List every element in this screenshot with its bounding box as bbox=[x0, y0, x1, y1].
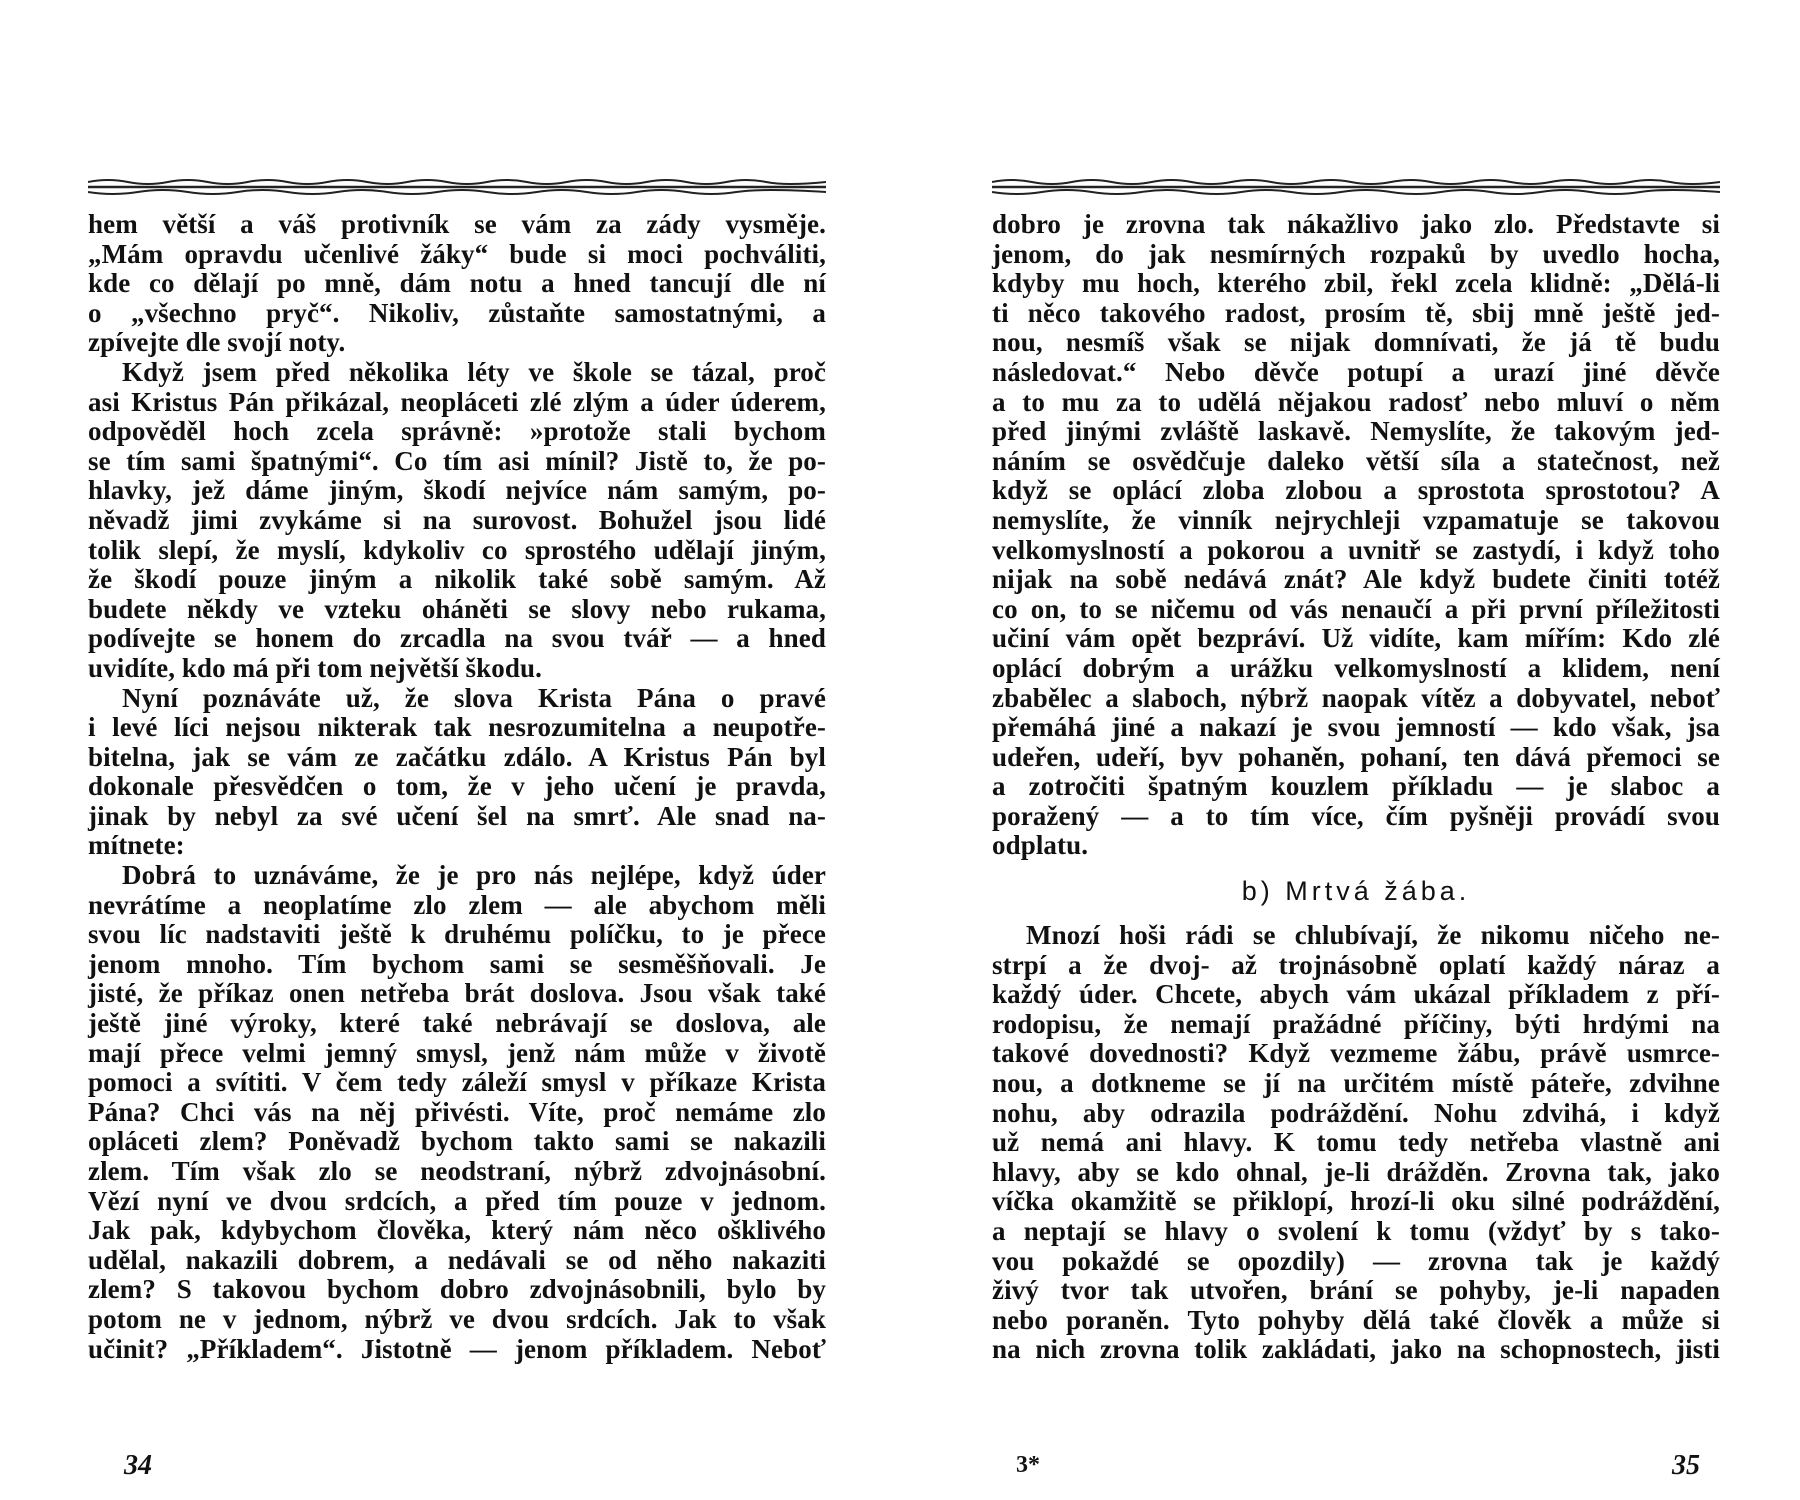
text-line: a neptají se hlavy o svolení k tomu (vždyť by s tako- bbox=[992, 1216, 1720, 1246]
text-line: o „všechno pryč“. Nikoliv, zůstaňte samostatnými, a bbox=[88, 297, 826, 328]
right-page-text bbox=[992, 210, 1720, 1365]
text-line: Mnozí hoši rádi se chlubívají, že nikomu ničeho ne- bbox=[1026, 920, 1720, 951]
text-line: bitelna, jak se vám ze začátku zdálo. A Kristus Pán byl bbox=[88, 741, 826, 772]
text-line: svou líc nadstaviti ještě k druhému políčku, to je přece bbox=[88, 919, 826, 950]
text-line: budete někdy ve vzteku oháněti se slovy nebo rukama, bbox=[88, 593, 826, 624]
text-line: jenom, do jak nesmírných rozpaků by uvedlo hocha, bbox=[992, 238, 1720, 269]
text-line: jinak by nebyl za své učení šel na smrť. Ale snad na- bbox=[88, 800, 826, 831]
text-line: udeřen, udeří, byv pohaněn, pohaní, ten dává přemoci se bbox=[992, 741, 1720, 772]
text-line: zlem. Tím však zlo se neodstraní, nýbrž zdvojnásobní. bbox=[88, 1156, 826, 1186]
text-line: pomoci a svítiti. V čem tedy záleží smysl v příkaze Krista bbox=[88, 1067, 826, 1098]
text-line: zpívejte dle svojí noty. bbox=[88, 327, 346, 358]
text-line: podívejte se honem do zrcadla na svou tvář — a hned bbox=[88, 623, 826, 654]
text-line: mají přece velmi jemný smysl, jenž nám může v životě bbox=[88, 1037, 826, 1068]
text-line: kdyby mu hoch, kterého zbil, řekl zcela klidně: „Dělá-li bbox=[992, 268, 1720, 299]
text-line: jisté, že příkaz onen netřeba brát doslova. Jsou však také bbox=[88, 978, 826, 1009]
text-line: Pána? Chci vás na něj přivésti. Víte, proč nemáme zlo bbox=[88, 1096, 826, 1127]
text-line: před jinými zvláště laskavě. Nemyslíte, že takovým jed- bbox=[992, 416, 1720, 447]
text-line: nevrátíme a neoplatíme zlo zlem — ale abychom měli bbox=[88, 889, 826, 920]
text-line: na nich zrovna tolik zakládati, jako na schopnostech, jisti bbox=[992, 1334, 1720, 1365]
text-line: když se oplácí zloba zlobou a sprostota sprostotou? A bbox=[992, 475, 1720, 506]
text-line: strpí a že dvoj- až trojnásobně oplatí každý náraz a bbox=[992, 949, 1720, 980]
page-number-left: 34 bbox=[124, 1450, 152, 1481]
text-line: uvidíte, kdo má při tom největší škodu. bbox=[88, 652, 542, 683]
text-line: „Mám opravdu učenlivé žáky“ bude si moci pochváliti, bbox=[88, 238, 826, 269]
text-line: ti něco takového radost, prosím tě, sbij mně ještě jed- bbox=[992, 297, 1720, 328]
text-line: mítnete: bbox=[88, 830, 185, 861]
text-line: už nemá ani hlavy. K tomu tedy netřeba vlastně ani bbox=[992, 1127, 1720, 1158]
page-number-right: 35 bbox=[1672, 1450, 1700, 1481]
text-line: nou, nesmíš však se nijak domnívati, že já tě budu bbox=[992, 327, 1720, 358]
text-line: učinit? „Příkladem“. Jistotně — jenom příkladem. Neboť bbox=[88, 1333, 826, 1364]
text-line: učiní vám opět bezpráví. Už vidíte, kam mířím: Kdo zlé bbox=[992, 623, 1720, 654]
text-line: velkomyslností a pokorou a uvnitř se zastydí, i když toho bbox=[992, 534, 1720, 565]
text-line: nijak na sobě nedává znát? Ale když budete činiti totéž bbox=[992, 564, 1720, 595]
text-line: něvadž jimi zvykáme si na surovost. Bohužel jsou lidé bbox=[88, 504, 826, 535]
signature-mark: 3* bbox=[1016, 1452, 1040, 1478]
text-line: zlem? S takovou bychom dobro zdvojnásobnili, bylo by bbox=[88, 1274, 826, 1305]
text-line: udělal, nakazili dobrem, a nedávali se od něho nakaziti bbox=[88, 1244, 826, 1275]
text-line: opláceti zlem? Poněvadž bychom takto sami se nakazili bbox=[88, 1126, 826, 1157]
text-line: každý úder. Chcete, abych vám ukázal příkladem z pří- bbox=[992, 979, 1720, 1010]
text-line: Vězí nyní ve dvou srdcích, a před tím pouze v jednom. bbox=[88, 1185, 826, 1216]
text-line: potom ne v jednom, nýbrž ve dvou srdcích. Jak to však bbox=[88, 1303, 826, 1334]
header-ornament-left bbox=[88, 176, 826, 198]
text-line: náním se osvědčuje daleko větší síla a statečnost, než bbox=[992, 445, 1720, 476]
text-line: že škodí pouze jiným a nikolik také sobě samým. Až bbox=[88, 564, 826, 595]
text-line: kde co dělají po mně, dám notu a hned tancují dle ní bbox=[88, 268, 826, 299]
text-line: takové dovednosti? Když vezmeme žábu, právě usmrce- bbox=[992, 1038, 1720, 1069]
text-line: a zotročiti špatným kouzlem příkladu — je slaboc a bbox=[992, 771, 1720, 802]
text-line: oplácí dobrým a urážku velkomyslností a klidem, není bbox=[992, 652, 1720, 683]
text-line: asi Kristus Pán přikázal, neopláceti zlé zlým a úder úderem, bbox=[88, 386, 826, 417]
text-line: a to mu za to udělá nějakou radosť nebo mluví o něm bbox=[992, 386, 1720, 417]
text-line: zbabělec a slaboch, nýbrž naopak vítěz a dobyvatel, neboť bbox=[992, 682, 1720, 713]
text-line: nemyslíte, že vinník nejrychleji vzpamatuje se takovou bbox=[992, 504, 1720, 535]
text-line: dokonale přesvědčen o tom, že v jeho učení je pravda, bbox=[88, 771, 826, 802]
text-line: co on, to se ničemu od vás nenaučí a při první příležitosti bbox=[992, 593, 1720, 624]
text-line: Když jsem před několika léty ve škole se tázal, proč bbox=[122, 356, 826, 387]
text-line: rodopisu, že nemají pražádné příčiny, býti hrdými na bbox=[992, 1008, 1720, 1039]
text-line: se tím sami špatnými“. Co tím asi mínil? Jistě to, že po- bbox=[88, 445, 826, 476]
left-page bbox=[88, 0, 826, 1500]
text-line: živý tvor tak utvořen, brání se pohyby, je-li napaden bbox=[992, 1275, 1720, 1306]
header-ornament-right bbox=[992, 176, 1720, 198]
text-line: vou pokaždé se opozdily) — zrovna tak je každý bbox=[992, 1245, 1720, 1276]
text-line: hem větší a váš protivník se vám za zády vysměje. bbox=[88, 209, 826, 239]
section-heading: b) Mrtvá žába. bbox=[1241, 876, 1471, 907]
text-line: poražený — a to tím více, čím pyšněji provádí svou bbox=[992, 800, 1720, 831]
text-line: nohu, aby odrazila podráždění. Nohu zdvihá, i když bbox=[992, 1097, 1720, 1128]
text-line: Nyní poznáváte už, že slova Krista Pána o pravé bbox=[122, 682, 826, 713]
right-page bbox=[992, 0, 1720, 1500]
text-line: nebo poraněn. Tyto pohyby dělá také člověk a může si bbox=[992, 1304, 1720, 1335]
text-line: hlavky, jež dáme jiným, škodí nejvíce nám samým, po- bbox=[88, 475, 826, 506]
text-line: víčka okamžitě se přiklopí, hrozí-li oku silné podráždění, bbox=[992, 1186, 1720, 1217]
text-line: Dobrá to uznáváme, že je pro nás nejlépe, když úder bbox=[122, 860, 826, 891]
text-line: ještě jiné výroky, které také nebrávají se doslova, ale bbox=[88, 1008, 826, 1039]
text-line: dobro je zrovna tak nákažlivo jako zlo. Představte si bbox=[992, 209, 1720, 239]
right-page-text-after bbox=[992, 921, 1720, 1365]
text-line: hlavy, aby se kdo ohnal, je-li drážděn. Zrovna tak, jako bbox=[992, 1156, 1720, 1187]
right-page-text-before bbox=[992, 210, 1720, 861]
text-line: odpověděl hoch zcela správně: »protože stali bychom bbox=[88, 416, 826, 447]
text-line: i levé líci nejsou nikterak tak nesrozumitelna a neupotře- bbox=[88, 712, 826, 743]
text-line: jenom mnoho. Tím bychom sami se sesměšňovali. Je bbox=[88, 948, 826, 979]
text-line: následovat.“ Nebo děvče potupí a urazí jiné děvče bbox=[992, 356, 1720, 387]
left-page-text bbox=[88, 210, 826, 1364]
text-line: tolik slepí, že myslí, kdykoliv co sprostého udělají jiným, bbox=[88, 534, 826, 565]
text-line: nou, a dotkneme se jí na určitém místě páteře, zdvihne bbox=[992, 1068, 1720, 1099]
text-line: odplatu. bbox=[992, 830, 1089, 861]
text-line: Jak pak, kdybychom člověka, který nám něco ošklivého bbox=[88, 1215, 826, 1246]
text-line: přemáhá jiné a nakazí je svou jemností — kdo však, jsa bbox=[992, 712, 1720, 743]
